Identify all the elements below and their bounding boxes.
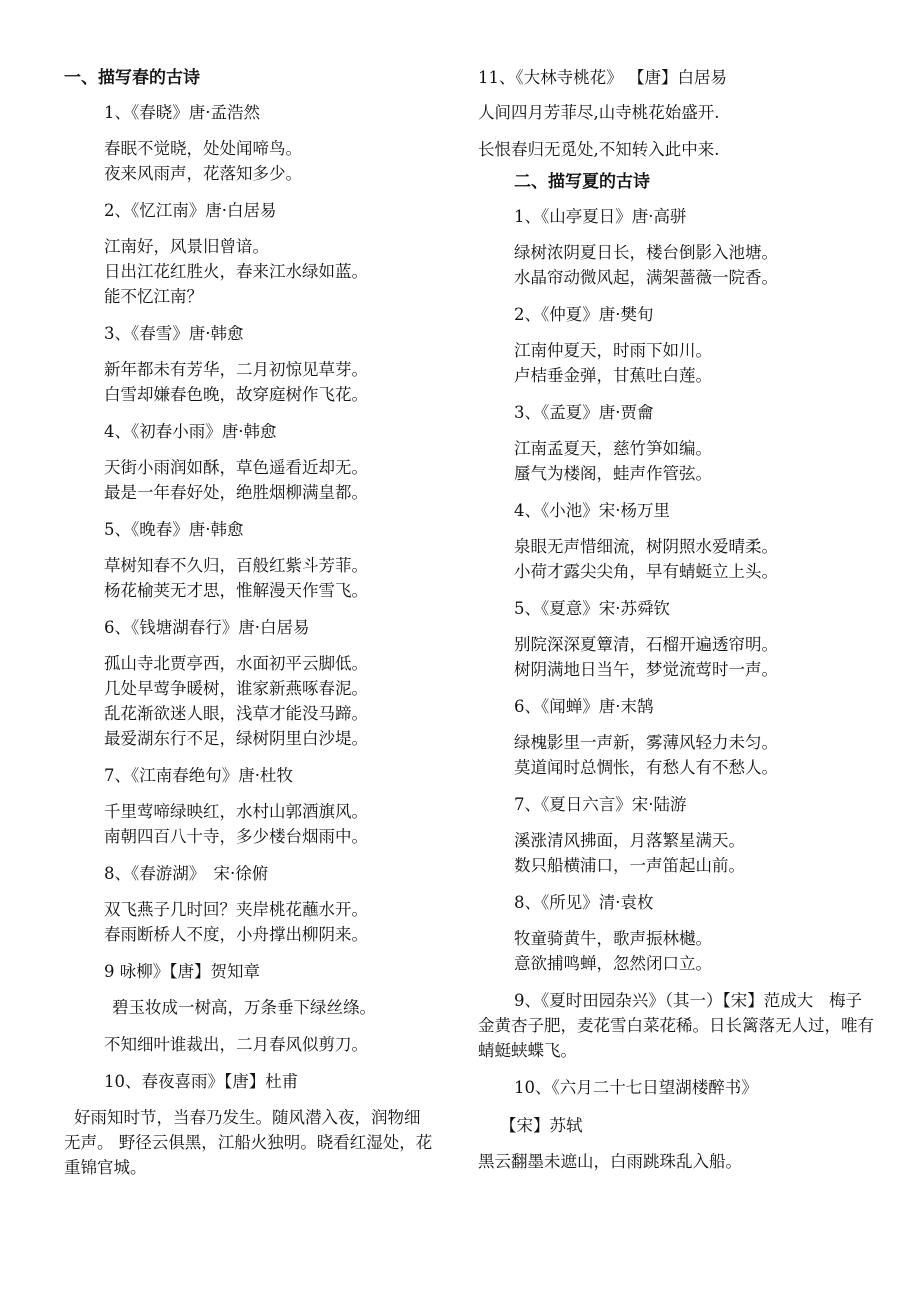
poem-lines bbox=[64, 995, 434, 1020]
poem-summer-3 bbox=[478, 400, 878, 486]
poem-lines bbox=[478, 926, 878, 976]
poem-spring-7 bbox=[64, 763, 434, 849]
poem-spring-3 bbox=[64, 321, 434, 407]
poem-title: 6、《闻蝉》唐·末鹄 bbox=[514, 697, 654, 716]
poem-lines bbox=[64, 136, 434, 186]
poem-line: 绿树浓阴夏日长，楼台倒影入池塘。 bbox=[514, 243, 778, 262]
poem-title: 5、《晚春》唐·韩愈 bbox=[104, 520, 244, 539]
poem-title: 9、《夏时田园杂兴》（其一）【宋】范成大 bbox=[514, 991, 814, 1010]
poem-line: 碧玉妆成一树高，万条垂下绿丝绦。 bbox=[112, 998, 376, 1017]
poem-title: 10、《六月二十七日望湖楼醉书》 bbox=[514, 1078, 758, 1097]
poem-title: 3、《孟夏》唐·贾龠 bbox=[514, 403, 654, 422]
poem-line: 莫道闻时总惆怅，有愁人有不愁人。 bbox=[514, 758, 778, 777]
poem-line: 天街小雨润如酥，草色遥看近却无。 bbox=[104, 458, 368, 477]
poem-lines bbox=[64, 897, 434, 947]
poem-line: 江南仲夏天，时雨下如川。 bbox=[514, 341, 712, 360]
poem-title: 8、《所见》清·袁枚 bbox=[514, 893, 654, 912]
left-column bbox=[64, 64, 434, 1180]
poem-title: 4、《初春小雨》唐·韩愈 bbox=[104, 422, 277, 441]
poem-line: 春雨断桥人不度，小舟撑出柳阴来。 bbox=[104, 925, 368, 944]
poem-line: 卢桔垂金弹，甘蕉吐白莲。 bbox=[514, 366, 712, 385]
poem-summer-5 bbox=[478, 596, 878, 682]
poem-lines bbox=[478, 436, 878, 486]
poem-lines bbox=[64, 553, 434, 603]
poem-lines bbox=[478, 338, 878, 388]
poem-line: 最爱湖东行不足，绿树阴里白沙堤。 bbox=[104, 729, 368, 748]
poem-line: 不知细叶谁裁出，二月春风似剪刀。 bbox=[104, 1035, 368, 1054]
poem-title: 9 咏柳》【唐】贺知章 bbox=[104, 962, 260, 981]
poem-summer-8 bbox=[478, 890, 878, 976]
poem-line: 几处早莺争暖树，谁家新燕啄春泥。 bbox=[104, 679, 368, 698]
poem-lines bbox=[64, 1032, 434, 1057]
poem-title: 2、《忆江南》唐·白居易 bbox=[104, 201, 277, 220]
poem-lines bbox=[478, 632, 878, 682]
poem-lines bbox=[478, 730, 878, 780]
poem-lines bbox=[478, 137, 878, 162]
poem-line: 双飞燕子几时回？夹岸桃花蘸水开。 bbox=[104, 900, 368, 919]
poem-line: 别院深深夏簟清，石榴开遍透帘明。 bbox=[514, 635, 778, 654]
poem-lines bbox=[64, 651, 434, 751]
poem-title: 10、春夜喜雨》【唐】杜甫 bbox=[104, 1072, 299, 1091]
poem-text bbox=[478, 988, 878, 1063]
poem-line: 孤山寺北贾亭西，水面初平云脚低。 bbox=[104, 654, 368, 673]
poem-line: 数只船横浦口，一声笛起山前。 bbox=[514, 856, 745, 875]
section-title-summer: 二、描写夏的古诗 bbox=[514, 172, 650, 192]
poem-line: 最是一年春好处，绝胜烟柳满皇都。 bbox=[104, 483, 368, 502]
poem-title: 3、《春雪》唐·韩愈 bbox=[104, 324, 244, 343]
poem-line: 江南好，风景旧曾谙。 bbox=[104, 237, 269, 256]
poem-summer-6 bbox=[478, 694, 878, 780]
poem-paragraph: 梅子金黄杏子肥，麦花雪白菜花稀。日长篱落无人过，唯有蜻蜓蛱蝶飞。 bbox=[478, 991, 874, 1060]
poem-title: 11、《大林寺桃花》 【唐】白居易 bbox=[478, 68, 727, 87]
poem-line: 黑云翻墨未遮山，白雨跳珠乱入船。 bbox=[478, 1152, 742, 1171]
poem-lines bbox=[64, 234, 434, 309]
poem-title: 6、《钱塘湖春行》唐·白居易 bbox=[104, 618, 310, 637]
poem-title: 2、《仲夏》唐·樊旬 bbox=[514, 305, 654, 324]
poem-summer-9 bbox=[478, 988, 878, 1063]
poem-spring-6 bbox=[64, 615, 434, 751]
poem-line: 长恨春归无觅处,不知转入此中来. bbox=[478, 140, 720, 159]
poem-line: 人间四月芳菲尽,山寺桃花始盛开. bbox=[478, 103, 720, 122]
poem-lines bbox=[478, 1149, 878, 1174]
poem-text bbox=[64, 1105, 434, 1180]
poem-spring-8 bbox=[64, 861, 434, 947]
poem-line: 日出江花红胜火，春来江水绿如蓝。 bbox=[104, 262, 368, 281]
poem-summer-4 bbox=[478, 498, 878, 584]
poem-title: 7、《夏日六言》宋·陆游 bbox=[514, 795, 687, 814]
poem-spring-2 bbox=[64, 198, 434, 309]
poem-line: 南朝四百八十寺，多少楼台烟雨中。 bbox=[104, 827, 368, 846]
poem-line: 泉眼无声惜细流，树阴照水爱晴柔。 bbox=[514, 537, 778, 556]
poem-line: 能不忆江南？ bbox=[104, 287, 203, 306]
poem-title: 7、《江南春绝句》唐·杜牧 bbox=[104, 766, 293, 785]
poem-lines bbox=[478, 828, 878, 878]
poem-spring-1 bbox=[64, 100, 434, 186]
poem-summer-7 bbox=[478, 792, 878, 878]
poem-lines bbox=[478, 240, 878, 290]
poem-line: 溪涨清风拂面，月落繁星满天。 bbox=[514, 831, 745, 850]
right-column bbox=[478, 64, 878, 1174]
section-title-spring: 一、描写春的古诗 bbox=[64, 68, 200, 88]
poem-title: 4、《小池》宋·杨万里 bbox=[514, 501, 670, 520]
poem-title: 5、《夏意》宋·苏舜钦 bbox=[514, 599, 670, 618]
poem-line: 牧童骑黄牛，歌声振林樾。 bbox=[514, 929, 712, 948]
poem-lines bbox=[478, 100, 878, 125]
poem-title: 1、《春晓》唐·孟浩然 bbox=[104, 103, 260, 122]
poem-line: 水晶帘动微风起，满架蔷薇一院香。 bbox=[514, 268, 778, 287]
poem-spring-9 bbox=[64, 959, 434, 1057]
poem-line: 意欲捕鸣蝉，忽然闭口立。 bbox=[514, 954, 712, 973]
poem-line: 千里莺啼绿映红，水村山郭酒旗风。 bbox=[104, 802, 368, 821]
poem-paragraph: 好雨知时节，当春乃发生。随风潜入夜，润物细无声。 野径云俱黑，江船火独明。晓看红湿处，花重锦官城。 bbox=[64, 1108, 433, 1177]
poem-line: 白雪却嫌春色晚，故穿庭树作飞花。 bbox=[104, 385, 368, 404]
poem-line: 绿槐影里一声新，雾薄风轻力未匀。 bbox=[514, 733, 778, 752]
poem-line: 春眠不觉晓，处处闻啼鸟。 bbox=[104, 139, 302, 158]
poem-line: 乱花渐欲迷人眼，浅草才能没马蹄。 bbox=[104, 704, 368, 723]
poem-line: 草树知春不久归，百般红紫斗芳菲。 bbox=[104, 556, 368, 575]
poem-spring-11 bbox=[478, 64, 878, 162]
poem-line: 杨花榆荚无才思，惟解漫天作雪飞。 bbox=[104, 581, 368, 600]
poem-line: 江南孟夏天，慈竹笋如编。 bbox=[514, 439, 712, 458]
poem-lines bbox=[64, 455, 434, 505]
poem-author: 【宋】苏轼 bbox=[500, 1116, 583, 1135]
poem-line: 树阴满地日当午，梦觉流莺时一声。 bbox=[514, 660, 778, 679]
poem-line: 蜃气为楼阁，蛙声作管弦。 bbox=[514, 464, 712, 483]
poem-line: 新年都未有芳华，二月初惊见草芽。 bbox=[104, 360, 368, 379]
poem-lines bbox=[478, 534, 878, 584]
poem-summer-10 bbox=[478, 1075, 878, 1174]
poem-lines bbox=[64, 799, 434, 849]
poem-spring-4 bbox=[64, 419, 434, 505]
poem-title: 1、《山亭夏日》唐·高骈 bbox=[514, 207, 687, 226]
poem-line: 夜来风雨声，花落知多少。 bbox=[104, 164, 302, 183]
poem-summer-1 bbox=[478, 204, 878, 290]
poem-line: 小荷才露尖尖角，早有蜻蜓立上头。 bbox=[514, 562, 778, 581]
poem-lines bbox=[64, 357, 434, 407]
poem-spring-10 bbox=[64, 1069, 434, 1180]
poem-summer-2 bbox=[478, 302, 878, 388]
poem-spring-5 bbox=[64, 517, 434, 603]
poem-title: 8、《春游湖》 宋·徐俯 bbox=[104, 864, 269, 883]
